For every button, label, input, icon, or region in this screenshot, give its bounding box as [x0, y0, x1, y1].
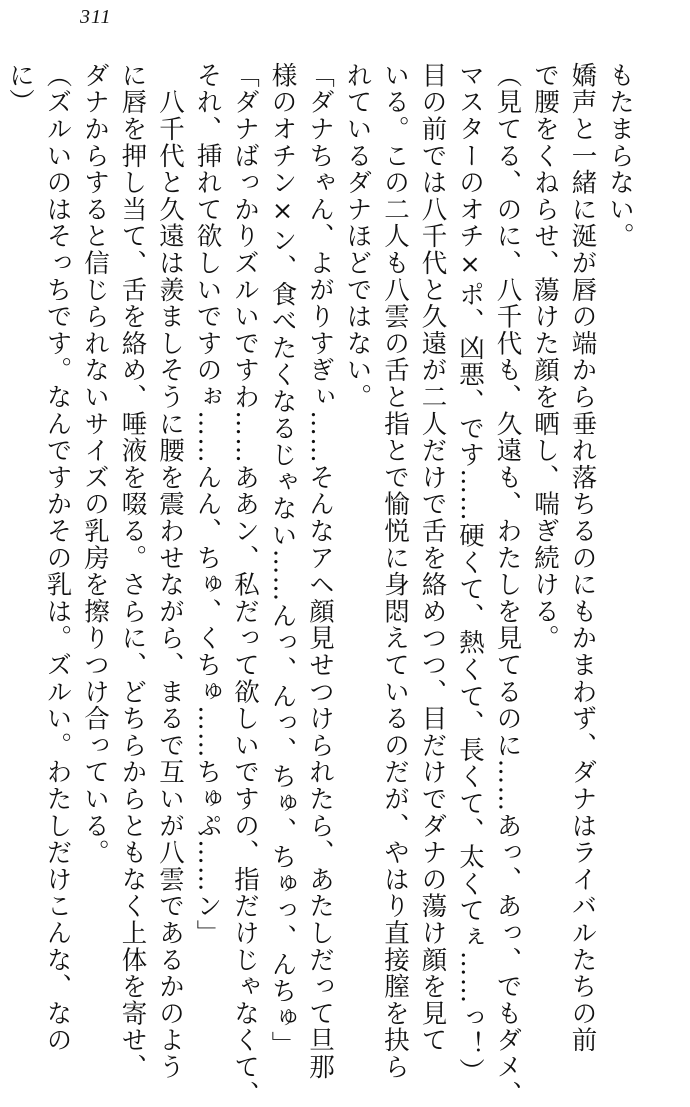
- text-line: に）: [5, 62, 35, 116]
- text-line: 目の前では八千代と久遠が二人だけで舌を絡めつつ、目だけでダナの蕩け顔を見て: [417, 62, 448, 1054]
- novel-text-block: [5, 62, 638, 1107]
- text-line: 八千代と久遠は羨ましそうに腰を震わせながら、まるで互いが八雲であるかのよう: [155, 62, 185, 1081]
- text-line: それ、挿れて欲しいですのぉ……んん、ちゅ、くちゅ……ちゅぷ……ン」: [192, 62, 223, 947]
- text-line: もたまらない。: [605, 62, 635, 250]
- text-line: 様のオチン×ン、食べたくなるじゃない……んっ、んっ、ちゅ、ちゅっ、んちゅ」: [267, 62, 298, 1059]
- text-line: （見てる、のに、八千代も、久遠も、わたしを見てるのに……あっ、あっ、でもダメ、: [492, 62, 523, 1107]
- text-line: マスターのオチ×ポ、凶悪、です……硬くて、熱くて、長くて、太くてぇ……っ！）: [455, 62, 485, 1085]
- text-line: いる。この二人も八雲の舌と指とで愉悦に身悶えているのだが、やはり直接膣を抉ら: [380, 62, 410, 1081]
- text-line: ダナからすると信じられないサイズの乳房を擦りつけ合っている。: [80, 62, 110, 866]
- text-line: れているダナほどではない。: [342, 62, 373, 411]
- text-line: （ズルいのはそっちです。なんですかその乳は。ズルい。わたしだけこんな、なの: [42, 62, 73, 1054]
- text-line: で腰をくねらせ、蕩けた顔を晒し、喘ぎ続ける。: [530, 62, 560, 652]
- text-line: 嬌声と一緒に涎が唇の端から垂れ落ちるのにもかまわず、ダナはライバルたちの前: [567, 62, 598, 1054]
- text-line: 「ダナばっかりズルいですわ……ああン、私だって欲しいですの、指だけじゃなくて、: [230, 62, 260, 1107]
- text-line: に唇を押し当て、舌を絡め、唾液を啜る。さらに、どちらからともなく上体を寄せ、: [117, 62, 148, 1081]
- text-line: 「ダナちゃん、よがりすぎぃ……そんなアヘ顔見せつけられたら、あたしだって旦那: [305, 62, 335, 1081]
- page-number: 311: [80, 6, 112, 28]
